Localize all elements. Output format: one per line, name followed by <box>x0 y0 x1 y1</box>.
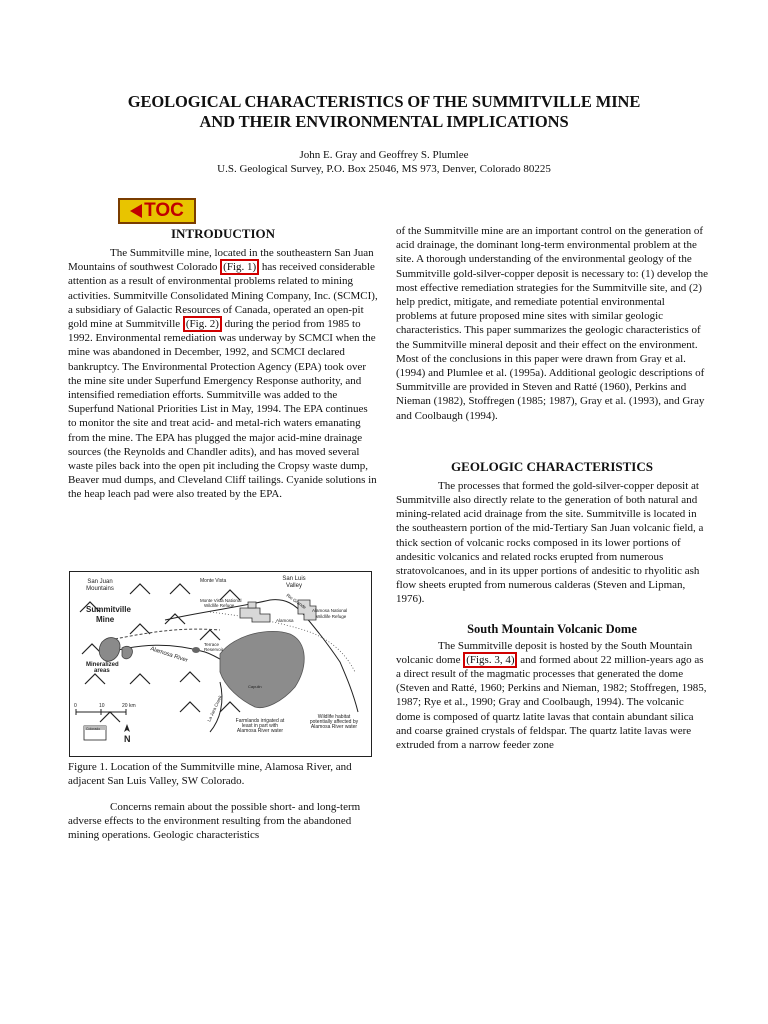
label-wildlife-1: Wildlife habitat <box>317 714 351 720</box>
introduction-paragraph-2: Concerns remain about the possible short- and long-term adverse effects to the environment resulting from the abandoned mining operations. Geologic characteristics <box>68 801 361 842</box>
title-line-2: AND THEIR ENVIRONMENTAL IMPLICATIONS <box>199 112 569 131</box>
paper-title <box>0 92 768 132</box>
label-alamosa-refuge-2: Wildlife Refuge <box>316 614 347 619</box>
label-farmlands-1: Farmlands irrigated at <box>235 718 285 724</box>
fig3-4-link[interactable]: (Figs. 3, 4) <box>463 652 517 668</box>
left-arrow-icon <box>130 204 142 218</box>
label-mineralized-2: areas <box>94 668 110 674</box>
introduction-heading: INTRODUCTION <box>170 226 275 241</box>
north-arrow-icon <box>124 724 130 732</box>
introduction-paragraph <box>68 246 378 502</box>
label-alamosa-river: Alamosa River <box>149 646 189 664</box>
dome-text-a: The Summitville deposit is hosted by the South Mountain volcanic dome <box>396 639 693 666</box>
author-block <box>0 148 768 176</box>
label-mine: Mine <box>96 615 115 624</box>
label-scale-0: 0 <box>74 703 77 709</box>
intro-text-b: has received considerable attention as a result of environmental problems related to mining activities. Summitville Consolidated Mining Company, Inc. (SCMCI), a subsidiary of Galactic Resources of Canada, operated an open-pit gold mine at Summitville <box>68 261 378 331</box>
terrace-reservoir <box>192 647 200 653</box>
fig1-link[interactable]: (Fig. 1) <box>220 259 259 275</box>
authors: John E. Gray and Geoffrey S. Plumlee <box>299 149 469 161</box>
label-rio-grande: Rio Grande <box>285 592 308 611</box>
left-bottom-text <box>68 800 378 843</box>
label-la-jara: La Jara Creek <box>206 694 223 723</box>
label-farmlands-2: least in part with <box>241 723 279 729</box>
label-san-luis: San Luis <box>282 576 306 582</box>
left-column <box>68 226 378 502</box>
label-wildlife-3: Alamosa River water <box>310 724 358 730</box>
intro-text-c: during the period from 1985 to 1992. Environmental remediation was underway by SCMCI when the mine was abandoned in December, 1992, and SCMCI declared bankruptcy. The Environmental Protection Agency (EPA) took over the mine site under Superfund Emergency Response authority, and intensified remediation efforts. Summitville was added to the Superfund National Priorities List in May, 1994. The EPA continues to monitor the site and treat acid- and metal-rich waters emanating from the mine. The EPA has plugged the major acid-mine drainage sources (the Reynolds and Chandler adits), and has moved several waste piles back into the open pit including the Cropsy waste dump, Beaver mud dumps, and Cleveland Cliff tailings. Cyanide solutions in the heap leach pad were also treated by the EPA. <box>68 318 377 501</box>
label-mineralized-1: Mineralized <box>86 662 119 668</box>
dome-heading: South Mountain Volcanic Dome <box>467 621 637 636</box>
label-terrace-1: Terrace <box>204 642 220 647</box>
label-terrace-2: Reservoir <box>204 647 224 652</box>
farmlands-area <box>220 631 304 707</box>
fig2-link[interactable]: (Fig. 2) <box>183 316 222 332</box>
figure-1-map <box>69 571 372 757</box>
label-valley: Valley <box>286 583 302 589</box>
label-mv-refuge-2: Wildlife Refuge <box>204 603 235 608</box>
label-mountains: Mountains <box>86 586 114 592</box>
label-scale-20: 20 km <box>122 703 136 709</box>
label-wildlife-2: potentially affected by <box>309 719 359 725</box>
affiliation: U.S. Geological Survey, P.O. Box 25046, MS 973, Denver, Colorado 80225 <box>217 163 551 175</box>
label-alamosa-refuge-1: Alamosa National <box>312 608 348 613</box>
label-mv-refuge-1: Monte Vista National <box>200 598 242 603</box>
dome-paragraph <box>396 639 708 753</box>
monte-vista-refuge <box>240 608 270 622</box>
intro-text-a: The Summitville mine, located in the southeastern San Juan Mountains of southwest Colorado <box>68 247 374 274</box>
toc-button[interactable] <box>118 198 196 224</box>
geologic-paragraph: The processes that formed the gold-silver-copper deposit at Summitville also directly relate to the generation of both natural and mining-related acid drainage from the site. Summitville is located in the southeastern portion of the mid-Tertiary San Juan volcanic field, a thick section of volcanic rocks composed in its lower portions of andesitic volcanics and related rocks erupted from numerous stratovolcanoes, and in its upper portions of andesitic to rhyolitic ash flow sheets erupted from numerous calderas (Steven and Lipman, 1976). <box>396 479 704 606</box>
mineralized-area <box>99 638 120 662</box>
label-san-juan: San Juan <box>87 579 113 585</box>
label-capulin: Capulin <box>248 684 262 689</box>
figure-1-caption: Figure 1. Location of the Summitville mine, Alamosa River, and adjacent San Luis Valley, SW Colorado. <box>68 761 352 788</box>
dome-text-b: and formed about 22 million-years ago as a direct result of the magmatic processes that generated the dome (Steven and Ratté, 1960; Perkins and Nieman, 1982; Stoffregen, 1985, 1987; Rye et al., 1990; Gray and Coolbaugh, 1994). The volcanic dome is composed of quartz latite lavas that contain abundant silica and coarse grained crystals of feldspar. The quartz latite lavas were extruded from a narrow feeder zone <box>396 653 707 752</box>
toc-label: TOC <box>144 200 184 221</box>
label-farmlands-3: Alamosa River water <box>236 728 284 734</box>
scale-bar <box>76 709 126 715</box>
label-monte-vista: Monte Vista <box>200 578 227 584</box>
right-intro-paragraph: of the Summitville mine are an important control on the generation of acid drainage, the dominant long-term environmental problem at the site. A thorough understanding of the environmental geology of the Summitville gold-silver-copper deposit is necessary to: (1) develop the most effective remediation strategies for the Summitville site, and (2) help predict, mitigate, and remediate potential environmental problems at future proposed mine sites with similar geologic characteristics. This paper summarizes the geologic characteristics of the Summitville mineral deposit and their effect on the environment. Most of the conclusions in this paper were drawn from Gray et al. (1994) and Plumlee et al. (1995a). Additional geologic descriptions of Summitville are provided in Steven and Ratté (1960), Perkins and Nieman (1982), Stoffregen (1985; 1987), Gray et al. (1993), and Gray and Coolbaugh (1994). <box>396 225 708 422</box>
title-line-1: GEOLOGICAL CHARACTERISTICS OF THE SUMMITVILLE MINE <box>127 92 641 111</box>
label-summitville: Summitville <box>86 605 131 614</box>
label-north: N <box>124 734 131 744</box>
geologic-heading: GEOLOGIC CHARACTERISTICS <box>451 458 653 474</box>
label-scale-10: 10 <box>99 703 105 709</box>
label-colorado: Colorado <box>86 727 101 731</box>
label-alamosa: Alamosa <box>276 618 294 623</box>
right-column <box>396 224 708 752</box>
